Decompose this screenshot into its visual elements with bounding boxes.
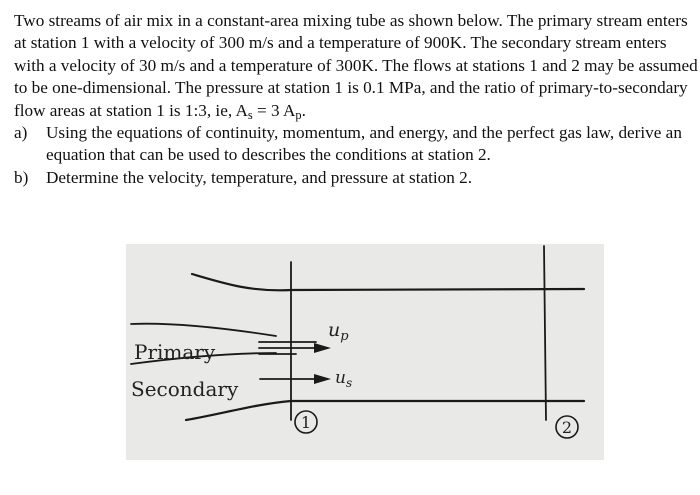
station-2-line [544, 246, 546, 420]
mixing-tube-figure [126, 244, 604, 460]
intro-text: Two streams of air mix in a constant-area mixing tube as shown below. The primary stream enters at station 1 with a velocity of 300 m/s and a temperature of 900K. The secondary stream enters with a velocity of 30 m/s and a temperature of 300K. The flows at stations 1 and 2 may be assumed to be one-dimensional. The pressure at station 1 is 0.1 MPa, and the ratio of primary-to-secondary flow areas at station 1 is 1:3, ie, A [14, 11, 698, 120]
part-b-marker: b) [14, 167, 29, 187]
problem-statement [14, 10, 698, 189]
part-b-text: Determine the velocity, temperature, and pressure at station 2. [46, 167, 473, 187]
primary-arrowhead [314, 343, 331, 353]
up-label: $u_p$ [328, 319, 349, 344]
us-label: $u_s$ [335, 368, 353, 390]
secondary-arrowhead [314, 374, 331, 384]
question-part-b [14, 167, 698, 189]
problem-intro [14, 10, 698, 122]
part-a-marker: a) [14, 123, 28, 143]
secondary-label: Secondary [131, 377, 239, 401]
part-a-text: Using the equations of continuity, momentum, and energy, and the perfect gas law, derive an equation that can be used to describes the conditions at station 2. [46, 123, 682, 165]
question-part-a [14, 122, 698, 167]
upper-wall [192, 274, 584, 290]
primary-streamline-upper [131, 324, 276, 336]
primary-label: Primary [134, 340, 216, 364]
intro-text-mid: = 3 A [252, 100, 296, 120]
subscript-p: p [295, 107, 302, 122]
subscript-s: s [247, 107, 253, 122]
station-2-number: 2 [561, 418, 573, 437]
station-1-number: 1 [300, 413, 312, 432]
intro-text-end: . [301, 100, 306, 120]
mixing-tube-diagram [126, 244, 604, 460]
question-parts [14, 122, 698, 189]
lower-wall [186, 401, 584, 420]
